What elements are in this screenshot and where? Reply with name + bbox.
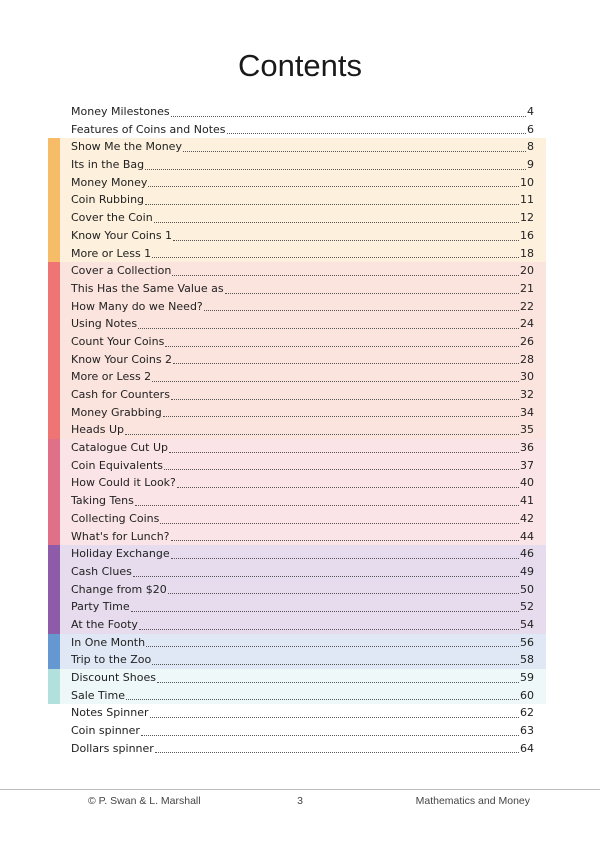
- toc-entry-page: 41: [520, 494, 534, 508]
- toc-entry-content: [71, 704, 534, 722]
- section-color-bar: [48, 457, 60, 475]
- toc-entry-content: [71, 669, 534, 687]
- toc-entry-page: 8: [527, 140, 534, 154]
- toc-entry-title: Money Grabbing: [71, 405, 162, 419]
- dot-leader: [135, 504, 519, 506]
- toc-entry-content: [71, 174, 534, 192]
- section-color-bar: [48, 386, 60, 404]
- toc-entry-title: How Could it Look?: [71, 476, 176, 490]
- section-color-bar: [48, 280, 60, 298]
- section-color-bar: [48, 598, 60, 616]
- toc-entry[interactable]: [48, 528, 546, 546]
- toc-entry-title: How Many do we Need?: [71, 299, 203, 313]
- dot-leader: [145, 168, 526, 170]
- toc-entry-title: Heads Up: [71, 423, 125, 437]
- toc-entry-content: [71, 191, 534, 209]
- toc-entry[interactable]: [48, 510, 546, 528]
- toc-entry-page: 44: [520, 529, 534, 543]
- toc-entry-page: 9: [527, 158, 534, 172]
- toc-entry[interactable]: [48, 722, 546, 740]
- dot-leader: [145, 203, 519, 205]
- toc-entry-title: Coin spinner: [71, 724, 140, 738]
- table-of-contents: [0, 103, 600, 757]
- dot-leader: [152, 380, 519, 382]
- toc-entry-page: 54: [520, 617, 534, 631]
- toc-entry[interactable]: [48, 351, 546, 369]
- toc-entry-title: More or Less 2: [71, 370, 152, 384]
- toc-entry-page: 30: [520, 370, 534, 384]
- section-color-bar: [48, 333, 60, 351]
- toc-entry-title: Know Your Coins 2: [71, 352, 173, 366]
- toc-entry-title: Collecting Coins: [71, 511, 160, 525]
- section-color-bar: [48, 174, 60, 192]
- section-color-bar: [48, 121, 60, 139]
- toc-entry-content: [71, 386, 534, 404]
- dot-leader: [150, 716, 519, 718]
- section-color-bar: [48, 262, 60, 280]
- toc-entry-page: 26: [520, 334, 534, 348]
- toc-entry-content: [71, 245, 534, 263]
- toc-entry-page: 28: [520, 352, 534, 366]
- toc-entry-title: Its in the Bag: [71, 158, 145, 172]
- toc-entry-content: [71, 528, 534, 546]
- toc-entry[interactable]: [48, 616, 546, 634]
- toc-entry-title: Features of Coins and Notes: [71, 122, 226, 136]
- toc-entry-title: Coin Equivalents: [71, 458, 163, 472]
- toc-entry[interactable]: [48, 368, 546, 386]
- dot-leader: [173, 239, 519, 241]
- toc-entry-title: Count Your Coins: [71, 334, 165, 348]
- toc-entry-page: 42: [520, 511, 534, 525]
- toc-entry-page: 60: [520, 688, 534, 702]
- dot-leader: [155, 751, 519, 753]
- toc-entry[interactable]: [48, 386, 546, 404]
- toc-entry-content: [71, 474, 534, 492]
- toc-entry-page: 50: [520, 582, 534, 596]
- toc-entry-page: 20: [520, 264, 534, 278]
- dot-leader: [171, 115, 526, 117]
- dot-leader: [157, 681, 519, 683]
- section-color-bar: [48, 138, 60, 156]
- section-color-bar: [48, 740, 60, 758]
- section-color-bar: [48, 298, 60, 316]
- dot-leader: [204, 309, 519, 311]
- toc-entry-content: [71, 368, 534, 386]
- section-color-bar: [48, 156, 60, 174]
- toc-entry[interactable]: [48, 439, 546, 457]
- toc-entry-content: [71, 457, 534, 475]
- toc-entry-page: 16: [520, 228, 534, 242]
- section-color-bar: [48, 528, 60, 546]
- toc-entry[interactable]: [48, 651, 546, 669]
- toc-entry-page: 6: [527, 122, 534, 136]
- toc-entry[interactable]: [48, 245, 546, 263]
- toc-entry[interactable]: [48, 457, 546, 475]
- dot-leader: [171, 539, 519, 541]
- toc-entry-content: [71, 740, 534, 758]
- footer-copyright: © P. Swan & L. Marshall: [88, 795, 201, 807]
- toc-entry-content: [71, 545, 534, 563]
- toc-entry[interactable]: [48, 421, 546, 439]
- dot-leader: [164, 468, 519, 470]
- section-color-bar: [48, 669, 60, 687]
- section-color-bar: [48, 563, 60, 581]
- toc-entry-page: 56: [520, 635, 534, 649]
- dot-leader: [160, 522, 519, 524]
- dot-leader: [148, 185, 519, 187]
- toc-entry-content: [71, 315, 534, 333]
- toc-entry[interactable]: [48, 262, 546, 280]
- toc-entry-page: 21: [520, 281, 534, 295]
- section-color-bar: [48, 687, 60, 705]
- toc-entry-title: Catalogue Cut Up: [71, 441, 168, 455]
- footer-book-title: Mathematics and Money: [415, 795, 530, 807]
- toc-entry-page: 40: [520, 476, 534, 490]
- toc-entry-page: 10: [520, 175, 534, 189]
- toc-entry-page: 37: [520, 458, 534, 472]
- section-color-bar: [48, 103, 60, 121]
- toc-entry-title: Holiday Exchange: [71, 547, 170, 561]
- section-color-bar: [48, 245, 60, 263]
- toc-entry-content: [71, 421, 534, 439]
- dot-leader: [183, 150, 526, 152]
- toc-entry-content: [71, 598, 534, 616]
- dot-leader: [227, 132, 526, 134]
- toc-entry-title: Coin Rubbing: [71, 193, 145, 207]
- toc-entry-page: 46: [520, 547, 534, 561]
- toc-entry[interactable]: [48, 227, 546, 245]
- toc-entry[interactable]: [48, 315, 546, 333]
- toc-entry-page: 32: [520, 388, 534, 401]
- toc-entry[interactable]: [48, 174, 546, 192]
- toc-entry-title: Cover the Coin: [71, 211, 153, 225]
- toc-entry-content: [71, 333, 534, 351]
- dot-leader: [146, 645, 519, 647]
- toc-entry-title: Cash Clues: [71, 564, 132, 578]
- toc-entry-content: [71, 103, 534, 121]
- toc-entry[interactable]: [48, 598, 546, 616]
- section-color-bar: [48, 191, 60, 209]
- toc-entry-page: 22: [520, 299, 534, 313]
- toc-entry-title: Party Time: [71, 600, 130, 614]
- dot-leader: [172, 274, 519, 276]
- page-title: Contents: [237, 48, 363, 83]
- section-color-bar: [48, 616, 60, 634]
- section-color-bar: [48, 510, 60, 528]
- toc-entry[interactable]: [48, 669, 546, 687]
- dot-leader: [138, 327, 519, 329]
- toc-entry[interactable]: [48, 103, 546, 121]
- toc-entry-page: 35: [520, 423, 534, 437]
- toc-entry-title: In One Month: [71, 635, 146, 649]
- toc-entry-page: 34: [520, 405, 534, 419]
- section-color-bar: [48, 474, 60, 492]
- dot-leader: [126, 698, 519, 700]
- toc-entry-title: Cash for Counters: [71, 388, 170, 401]
- toc-entry-page: 24: [520, 317, 534, 331]
- toc-entry-title: Money Milestones: [71, 105, 170, 118]
- toc-entry[interactable]: [48, 404, 546, 422]
- toc-entry-title: What's for Lunch?: [71, 529, 170, 543]
- toc-entry-title: Show Me the Money: [71, 140, 182, 154]
- footer-page-number: 3: [297, 795, 303, 807]
- toc-entry-content: [71, 563, 534, 581]
- dot-leader: [154, 221, 519, 223]
- section-color-bar: [48, 368, 60, 386]
- toc-entry[interactable]: [48, 474, 546, 492]
- toc-entry-content: [71, 156, 534, 174]
- dot-leader: [163, 415, 519, 417]
- toc-entry[interactable]: [48, 492, 546, 510]
- toc-entry-content: [71, 209, 534, 227]
- section-color-bar: [48, 492, 60, 510]
- section-color-bar: [48, 404, 60, 422]
- toc-entry[interactable]: [48, 581, 546, 599]
- toc-entry-content: [71, 616, 534, 634]
- toc-entry-title: More or Less 1: [71, 246, 152, 260]
- section-color-bar: [48, 581, 60, 599]
- toc-entry-content: [71, 351, 534, 369]
- toc-entry-content: [71, 510, 534, 528]
- toc-entry[interactable]: [48, 563, 546, 581]
- toc-entry-page: 58: [520, 653, 534, 667]
- toc-entry-title: Using Notes: [71, 317, 138, 331]
- dot-leader: [141, 734, 519, 736]
- toc-entry-page: 4: [527, 105, 534, 118]
- toc-entry[interactable]: [48, 191, 546, 209]
- section-color-bar: [48, 227, 60, 245]
- dot-leader: [133, 575, 519, 577]
- toc-entry-page: 63: [520, 724, 534, 738]
- toc-entry-title: This Has the Same Value as: [71, 281, 224, 295]
- dot-leader: [152, 256, 519, 258]
- toc-entry-content: [71, 651, 534, 669]
- section-color-bar: [48, 722, 60, 740]
- toc-entry-content: [71, 687, 534, 705]
- toc-entry-content: [71, 634, 534, 652]
- toc-entry-page: 36: [520, 441, 534, 455]
- toc-entry-page: 62: [520, 706, 534, 720]
- toc-entry[interactable]: [48, 687, 546, 705]
- dot-leader: [225, 292, 519, 294]
- toc-entry-content: [71, 262, 534, 280]
- toc-entry-content: [71, 722, 534, 740]
- section-color-bar: [48, 439, 60, 457]
- dot-leader: [171, 557, 519, 559]
- dot-leader: [152, 663, 519, 665]
- dot-leader: [131, 610, 519, 612]
- toc-entry[interactable]: [48, 704, 546, 722]
- section-color-bar: [48, 704, 60, 722]
- section-color-bar: [48, 351, 60, 369]
- toc-entry-page: 52: [520, 600, 534, 614]
- dot-leader: [139, 628, 519, 630]
- toc-entry-title: Know Your Coins 1: [71, 228, 173, 242]
- toc-entry[interactable]: [48, 740, 546, 758]
- toc-entry-title: Dollars spinner: [71, 741, 154, 755]
- toc-entry-content: [71, 439, 534, 457]
- toc-entry-title: Money Money: [71, 175, 148, 189]
- section-color-bar: [48, 634, 60, 652]
- section-color-bar: [48, 651, 60, 669]
- toc-entry[interactable]: [48, 138, 546, 156]
- dot-leader: [171, 398, 519, 400]
- section-color-bar: [48, 315, 60, 333]
- toc-entry-content: [71, 581, 534, 599]
- toc-entry-page: 59: [520, 671, 534, 684]
- toc-entry-title: Cover a Collection: [71, 264, 172, 278]
- toc-entry-title: Sale Time: [71, 688, 125, 702]
- toc-entry-page: 49: [520, 564, 534, 578]
- toc-entry-content: [71, 492, 534, 510]
- section-color-bar: [48, 545, 60, 563]
- toc-entry-content: [71, 121, 534, 139]
- dot-leader: [125, 433, 519, 435]
- dot-leader: [169, 451, 519, 453]
- dot-leader: [173, 362, 519, 364]
- toc-entry[interactable]: [48, 121, 546, 139]
- toc-entry-title: Discount Shoes: [71, 671, 156, 684]
- toc-entry-page: 12: [520, 211, 534, 225]
- footer-divider: [0, 789, 600, 790]
- toc-entry[interactable]: [48, 209, 546, 227]
- toc-entry-content: [71, 298, 534, 316]
- toc-entry-title: Change from $20: [71, 582, 167, 596]
- toc-entry-title: Trip to the Zoo: [71, 653, 152, 667]
- toc-entry-title: Taking Tens: [71, 494, 134, 508]
- dot-leader: [177, 486, 519, 488]
- toc-entry-content: [71, 227, 534, 245]
- toc-entry-title: At the Footy: [71, 617, 138, 631]
- toc-entry-page: 64: [520, 741, 534, 755]
- toc-entry[interactable]: [48, 333, 546, 351]
- section-color-bar: [48, 421, 60, 439]
- toc-entry-title: Notes Spinner: [71, 706, 149, 720]
- section-color-bar: [48, 209, 60, 227]
- toc-entry[interactable]: [48, 156, 546, 174]
- toc-entry[interactable]: [48, 298, 546, 316]
- dot-leader: [168, 592, 519, 594]
- dot-leader: [165, 345, 519, 347]
- toc-entry-content: [71, 138, 534, 156]
- toc-entry-content: [71, 404, 534, 422]
- toc-entry-page: 11: [520, 193, 534, 207]
- toc-entry[interactable]: [48, 634, 546, 652]
- toc-entry[interactable]: [48, 545, 546, 563]
- toc-entry-content: [71, 280, 534, 298]
- toc-entry[interactable]: [48, 280, 546, 298]
- toc-entry-page: 18: [520, 246, 534, 260]
